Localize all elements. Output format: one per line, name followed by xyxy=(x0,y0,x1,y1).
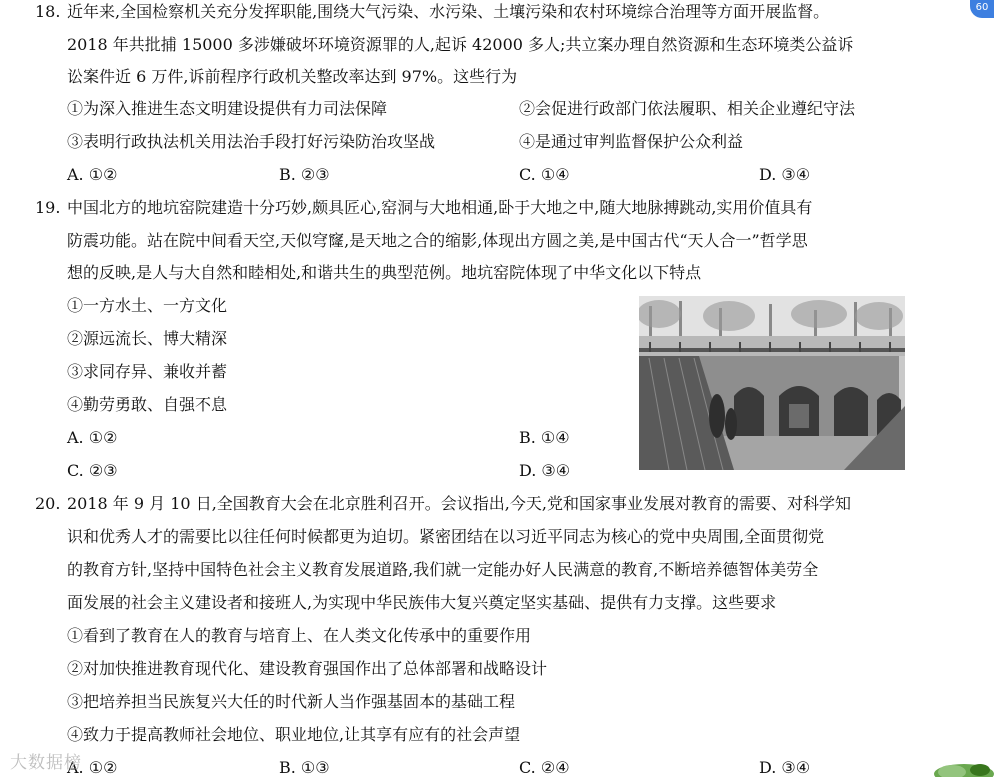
q20-stem-line-3: 的教育方针,坚持中国特色社会主义教育发展道路,我们就一定能办好人民满意的教育,不断培养德智体美劳全 xyxy=(67,560,819,579)
q20-stem-line-1: 2018 年 9 月 10 日,全国教育大会在北京胜利召开。会议指出,今天,党和国家事业发展对教育的需要、对科学知 xyxy=(67,494,851,513)
q20-option-d[interactable]: D. ③④ xyxy=(759,758,811,777)
page-badge-icon[interactable]: 60 xyxy=(970,0,994,18)
q18-item-3: ③表明行政执法机关用法治手段打好污染防治攻坚战 xyxy=(67,132,436,151)
q18-item-2: ②会促进行政部门依法履职、相关企业遵纪守法 xyxy=(519,99,856,118)
q19-item-1: ①一方水土、一方文化 xyxy=(67,296,228,315)
q18-option-b[interactable]: B. ②③ xyxy=(279,165,330,184)
watermark-logo: 大数据榜 xyxy=(10,753,82,773)
q18-item-4: ④是通过审判监督保护公众利益 xyxy=(519,132,744,151)
q19-option-d[interactable]: D. ③④ xyxy=(519,461,571,480)
q19-stem-line-3: 想的反映,是人与大自然和睦相处,和谐共生的典型范例。地坑窑院体现了中华文化以下特点 xyxy=(67,263,702,282)
q20-option-b[interactable]: B. ①③ xyxy=(279,758,330,777)
q18-number: 18. xyxy=(35,2,61,21)
q19-number: 19. xyxy=(35,198,61,217)
q18-option-d[interactable]: D. ③④ xyxy=(759,165,811,184)
cave-courtyard-photo xyxy=(639,296,905,470)
q19-stem-line-2: 防震功能。站在院中间看天空,天似穹窿,是天地之合的缩影,体现出方圆之美,是中国古代“天人合一”哲学思 xyxy=(67,231,808,250)
q18-stem-line-1: 近年来,全国检察机关充分发挥职能,围绕大气污染、水污染、土壤污染和农村环境综合治理等方面开展监督。 xyxy=(67,2,830,21)
q18-option-c[interactable]: C. ①④ xyxy=(519,165,570,184)
q19-item-4: ④勤劳勇敢、自强不息 xyxy=(67,395,228,414)
q18-stem-line-3: 讼案件近 6 万件,诉前程序行政机关整改率达到 97%。这些行为 xyxy=(67,67,518,86)
q18-stem-line-2: 2018 年共批捕 15000 多涉嫌破坏环境资源罪的人,起诉 42000 多人;共立案办理自然资源和生态环境类公益诉 xyxy=(67,35,854,54)
q20-stem-line-4: 面发展的社会主义建设者和接班人,为实现中华民族伟大复兴奠定坚实基础、提供有力支撑。这些要求 xyxy=(67,593,777,612)
leaf-decoration-icon xyxy=(914,756,994,777)
q19-option-b[interactable]: B. ①④ xyxy=(519,428,570,447)
q20-item-2: ②对加快推进教育现代化、建设教育强国作出了总体部署和战略设计 xyxy=(67,659,548,678)
q20-item-1: ①看到了教育在人的教育与培育上、在人类文化传承中的重要作用 xyxy=(67,626,532,645)
q19-stem-line-1: 中国北方的地坑窑院建造十分巧妙,颇具匠心,窑洞与大地相通,卧于大地之中,随大地脉搏跳动,实用价值具有 xyxy=(67,198,813,217)
q20-item-4: ④致力于提高教师社会地位、职业地位,让其享有应有的社会声望 xyxy=(67,725,521,744)
q19-option-a[interactable]: A. ①② xyxy=(67,428,118,447)
q19-item-2: ②源远流长、博大精深 xyxy=(67,329,228,348)
q20-option-c[interactable]: C. ②④ xyxy=(519,758,570,777)
q20-number: 20. xyxy=(35,494,61,513)
q19-item-3: ③求同存异、兼收并蓄 xyxy=(67,362,228,381)
q19-option-c[interactable]: C. ②③ xyxy=(67,461,118,480)
q18-item-1: ①为深入推进生态文明建设提供有力司法保障 xyxy=(67,99,388,118)
q20-stem-line-2: 识和优秀人才的需要比以往任何时候都更为迫切。紧密团结在以习近平同志为核心的党中央周围,全面贯彻党 xyxy=(67,527,825,546)
q20-item-3: ③把培养担当民族复兴大任的时代新人当作强基固本的基础工程 xyxy=(67,692,516,711)
q20-option-a[interactable]: A. ①② xyxy=(67,758,118,777)
q18-option-a[interactable]: A. ①② xyxy=(67,165,118,184)
